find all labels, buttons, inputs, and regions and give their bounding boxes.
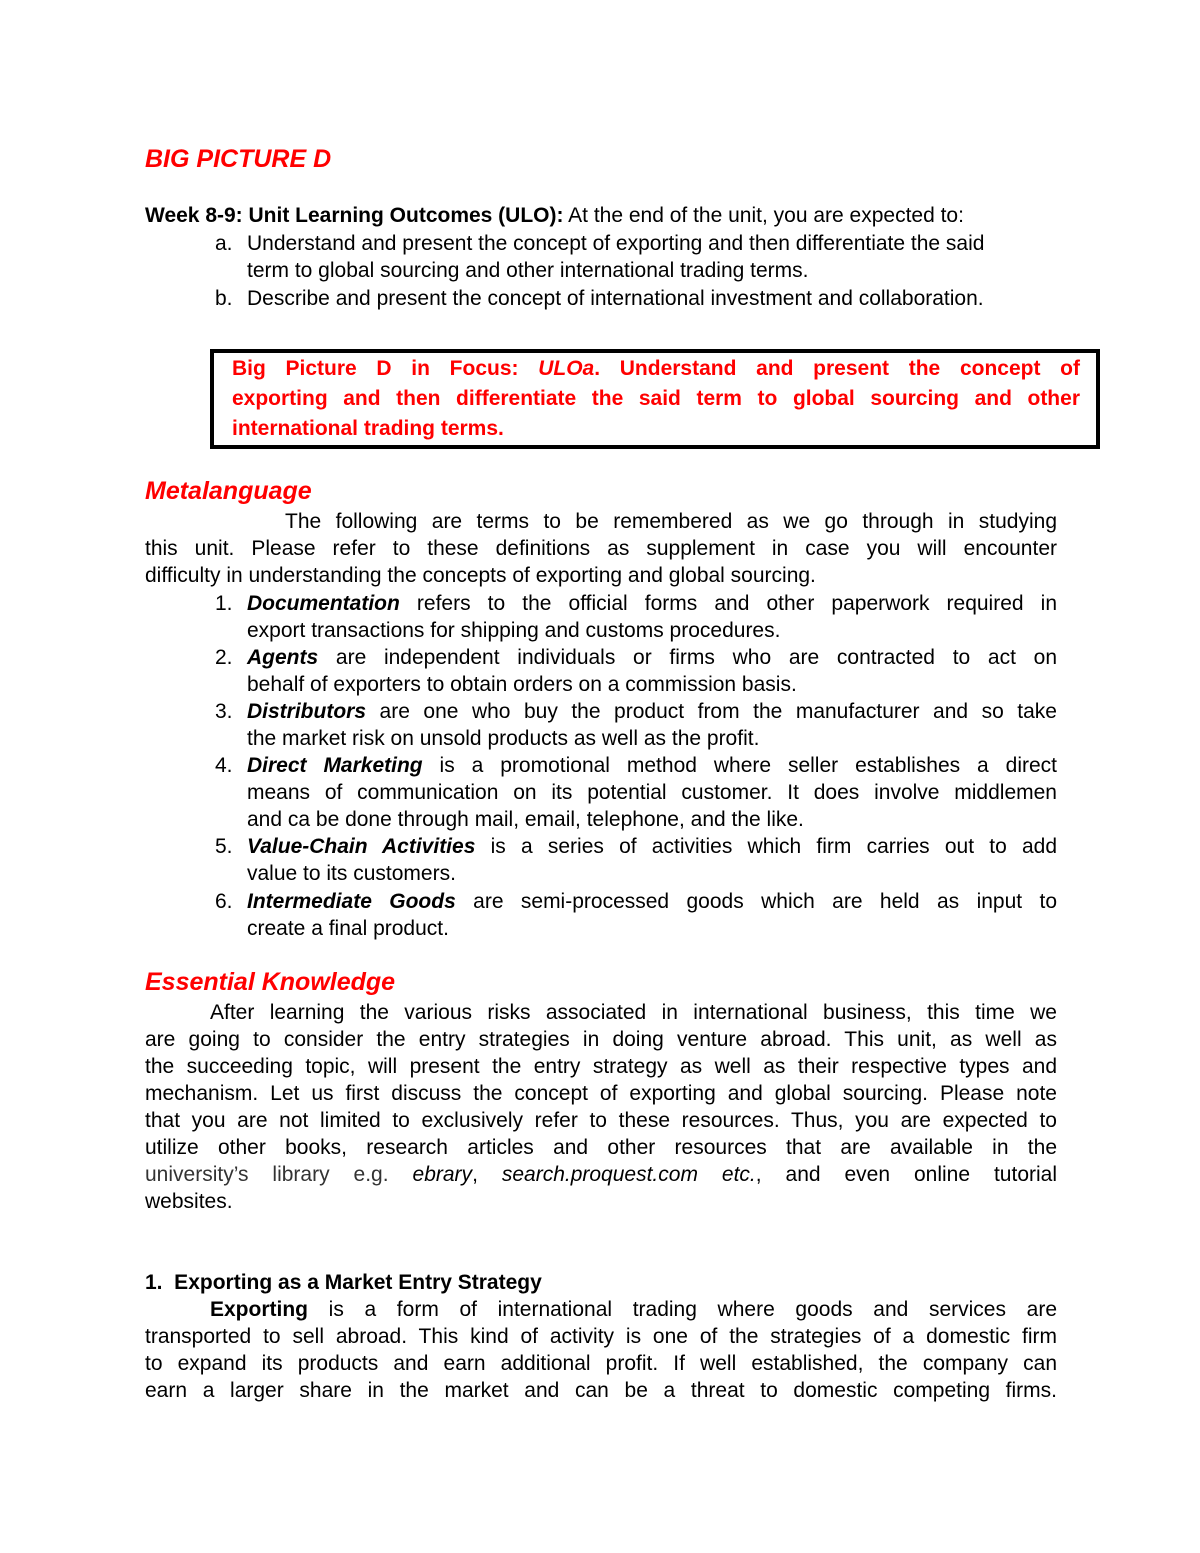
section-1-heading: 1. Exporting as a Market Entry Strategy [145, 1271, 542, 1294]
term-3-def: are one who buy the product from the manufacturer and so take [366, 700, 1057, 723]
term-marker-3: 3. [215, 700, 233, 723]
term-1-def: refers to the official forms and other paperwork required in [399, 592, 1057, 615]
term-3-line2: the market risk on unsold products as well as the profit. [247, 727, 760, 750]
essential-line-8: websites. [145, 1190, 233, 1213]
term-4-def: is a promotional method where seller establishes a direct [422, 754, 1057, 777]
term-2-name: Agents [247, 646, 319, 669]
term-3-line1 [247, 698, 1057, 725]
metalanguage-intro-2: this unit. Please refer to these definitions as supplement in case you will encounter [145, 537, 1057, 560]
focus-line-1 [232, 354, 1080, 384]
ulo-item-b-line1: Describe and present the concept of international investment and collaboration. [247, 287, 984, 310]
term-5-line1 [247, 833, 1057, 860]
essential-line-3: the succeeding topic, will present the entry strategy as well as their respective types and [145, 1055, 1057, 1078]
section-1-line1-rest: is a form of international trading where goods and services are [308, 1298, 1057, 1321]
ulo-intro-text: At the end of the unit, you are expected to: [563, 204, 964, 227]
term-2-line2: behalf of exporters to obtain orders on a commission basis. [247, 673, 797, 696]
essential-line-6: utilize other books, research articles and other resources that are available in the [145, 1136, 1057, 1159]
essential-line-4: mechanism. Let us first discuss the concept of exporting and global sourcing. Please note [145, 1082, 1057, 1105]
essential-line-1: After learning the various risks associated in international business, this time we [210, 1001, 1057, 1024]
term-marker-6: 6. [215, 890, 233, 913]
focus-line1-rest: . Understand and present the concept of [594, 357, 1080, 380]
essential-line-2: are going to consider the entry strategies in doing venture abroad. This unit, as well as [145, 1028, 1057, 1051]
term-6-name: Intermediate Goods [247, 890, 456, 913]
term-2-def: are independent individuals or firms who are contracted to act on [318, 646, 1057, 669]
term-1-line1 [247, 590, 1057, 617]
ulo-item-a-line1: Understand and present the concept of exporting and then differentiate the said [247, 232, 985, 255]
ulo-marker-a: a. [215, 232, 233, 255]
section-1-line-1 [210, 1296, 1057, 1323]
ulo-intro [145, 202, 1057, 229]
ebrary-link: ebrary [412, 1163, 473, 1186]
term-6-def: are semi-processed goods which are held as input to [455, 890, 1058, 913]
focus-code: ULOa [538, 357, 595, 380]
essential-line-5: that you are not limited to exclusively refer to these resources. Thus, you are expected to [145, 1109, 1057, 1132]
page-title: BIG PICTURE D [145, 145, 332, 173]
metalanguage-intro-1: The following are terms to be remembered as we go through in studying [285, 510, 1057, 533]
essential-line-7 [145, 1161, 1057, 1188]
section-1-line-4: earn a larger share in the market and can be a threat to domestic competing firms. [145, 1379, 1057, 1402]
term-marker-2: 2. [215, 646, 233, 669]
essential-heading: Essential Knowledge [145, 968, 396, 996]
section-1-line-3: to expand its products and earn additional profit. If well established, the company can [145, 1352, 1057, 1375]
ulo-marker-b: b. [215, 287, 233, 310]
essential-line7-rest: , and even online tutorial [755, 1163, 1057, 1186]
focus-line-2: exporting and then differentiate the said term to global sourcing and other [232, 387, 1080, 410]
section-1-term: Exporting [210, 1298, 308, 1321]
essential-comma: , [472, 1163, 502, 1186]
ulo-item-a-line2: term to global sourcing and other international trading terms. [247, 259, 809, 282]
essential-library-text: university’s library e.g. [145, 1163, 413, 1186]
term-4-line1 [247, 752, 1057, 779]
term-marker-1: 1. [215, 592, 233, 615]
metalanguage-intro-3: difficulty in understanding the concepts of exporting and global sourcing. [145, 564, 816, 587]
term-4-line3: and ca be done through mail, email, telephone, and the like. [247, 808, 804, 831]
term-3-name: Distributors [247, 700, 367, 723]
term-4-line2: means of communication on its potential customer. It does involve middlemen [247, 781, 1057, 804]
term-4-name: Direct Marketing [247, 754, 423, 777]
term-marker-4: 4. [215, 754, 233, 777]
proquest-link: search.proquest.com etc. [501, 1163, 756, 1186]
ulo-label: Week 8-9: Unit Learning Outcomes (ULO): [145, 204, 564, 227]
term-2-line1 [247, 644, 1057, 671]
term-marker-5: 5. [215, 835, 233, 858]
focus-prefix: Big Picture D in Focus: [232, 357, 539, 380]
term-6-line2: create a final product. [247, 917, 449, 940]
focus-line-3: international trading terms. [232, 417, 504, 440]
metalanguage-heading: Metalanguage [145, 477, 312, 505]
term-5-name: Value-Chain Activities [247, 835, 476, 858]
term-1-name: Documentation [247, 592, 400, 615]
term-6-line1 [247, 888, 1057, 915]
term-1-line2: export transactions for shipping and customs procedures. [247, 619, 781, 642]
term-5-line2: value to its customers. [247, 862, 456, 885]
section-1-line-2: transported to sell abroad. This kind of activity is one of the strategies of a domestic firm [145, 1325, 1057, 1348]
term-5-def: is a series of activities which firm carries out to add [475, 835, 1057, 858]
